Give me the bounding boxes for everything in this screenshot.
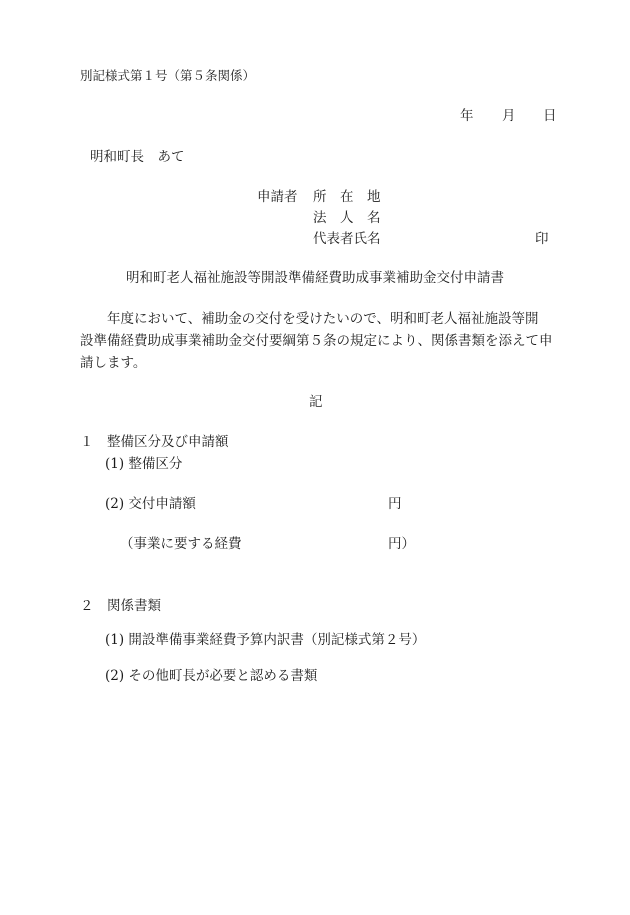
body-line-2: 設準備経費助成事業補助金交付要綱第５条の規定により、関係書類を添えて申: [80, 333, 553, 349]
corp-name-label: 法 人 名: [313, 210, 381, 226]
section-1-item-3: （事業に要する経費: [120, 536, 242, 552]
document-title: 明和町老人福祉施設等開設準備経費助成事業補助金交付申請書: [126, 270, 504, 286]
section-1-heading: １ 整備区分及び申請額: [80, 434, 229, 450]
address-label: 所 在 地: [313, 189, 381, 205]
section-1-item-3-unit: 円）: [388, 536, 415, 552]
section-1-item-2-unit: 円: [388, 496, 402, 512]
body-line-1: 年度において、補助金の交付を受けたいので、明和町老人福祉施設等開: [80, 311, 539, 327]
section-1-item-1: (1) 整備区分: [105, 456, 183, 472]
seal-mark: 印: [535, 231, 549, 247]
date-day: 日: [543, 108, 557, 124]
date-year: 年: [460, 108, 474, 124]
date-month: 月: [502, 108, 516, 124]
section-2-heading: ２ 関係書類: [80, 598, 161, 614]
addressee: 明和町長 あて: [90, 149, 185, 165]
section-2-item-2: (2) その他町長が必要と認める書類: [105, 668, 318, 684]
applicant-label: 申請者: [257, 189, 298, 205]
form-number: 別記様式第１号（第５条関係）: [80, 68, 256, 83]
body-line-3: 請します。: [80, 355, 147, 371]
ki-heading: 記: [309, 394, 323, 410]
section-1-item-2: (2) 交付申請額: [105, 496, 196, 512]
rep-name-label: 代表者氏名: [313, 231, 381, 247]
section-2-item-1: (1) 開設準備事業経費予算内訳書（別記様式第２号）: [105, 632, 426, 648]
